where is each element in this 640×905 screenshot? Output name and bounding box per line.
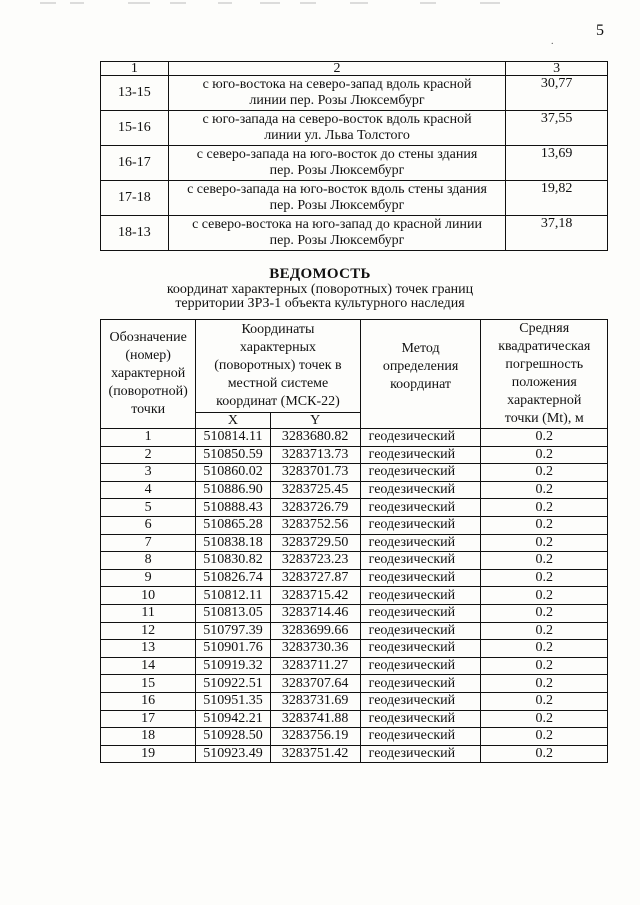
segment-description-line2: пер. Розы Люксембург	[269, 163, 405, 178]
method: геодезический	[360, 710, 481, 728]
point-number: 13	[101, 640, 196, 658]
table2-row	[101, 569, 608, 587]
coord-y: 3283707.64	[270, 675, 360, 693]
error-value: 0.2	[481, 534, 608, 552]
error-value: 0.2	[481, 728, 608, 746]
x-header: X	[196, 412, 270, 428]
point-number: 18	[101, 728, 196, 746]
method: геодезический	[360, 429, 481, 447]
document-subtitle-line1: координат характерных (поворотных) точек границ	[166, 282, 474, 297]
segment-length: 37,55	[506, 111, 608, 146]
error-value: 0.2	[481, 692, 608, 710]
coord-x: 510888.43	[196, 499, 270, 517]
segment-description	[168, 146, 506, 181]
coord-x: 510814.11	[196, 429, 270, 447]
error-value: 0.2	[481, 569, 608, 587]
coord-x: 510886.90	[196, 481, 270, 499]
coord-y: 3283727.87	[270, 569, 360, 587]
coord-y: 3283752.56	[270, 516, 360, 534]
coord-y: 3283731.69	[270, 692, 360, 710]
method: геодезический	[360, 534, 481, 552]
coord-y: 3283726.79	[270, 499, 360, 517]
segment-points: 18-13	[101, 216, 169, 251]
method: геодезический	[360, 516, 481, 534]
coord-x: 510838.18	[196, 534, 270, 552]
coord-y: 3283715.42	[270, 587, 360, 605]
table2-row	[101, 657, 608, 675]
error-value: 0.2	[481, 745, 608, 763]
coord-y: 3283756.19	[270, 728, 360, 746]
table1-row	[101, 146, 608, 181]
error-header: Средняя квадратическая погрешность положения характерной точки (Mt), м	[481, 320, 608, 429]
error-value: 0.2	[481, 710, 608, 728]
page-number: 5	[596, 22, 604, 39]
method: геодезический	[360, 499, 481, 517]
table1-row	[101, 181, 608, 216]
point-number: 3	[101, 464, 196, 482]
segment-description-line2: пер. Розы Люксембург	[269, 198, 405, 213]
point-number: 7	[101, 534, 196, 552]
coordinates-table	[100, 319, 608, 763]
table2-row	[101, 552, 608, 570]
coord-x: 510901.76	[196, 640, 270, 658]
coord-x: 510922.51	[196, 675, 270, 693]
coord-x: 510797.39	[196, 622, 270, 640]
segment-description	[168, 216, 506, 251]
point-number: 2	[101, 446, 196, 464]
coord-y: 3283723.23	[270, 552, 360, 570]
error-value: 0.2	[481, 464, 608, 482]
error-value: 0.2	[481, 622, 608, 640]
error-value: 0.2	[481, 552, 608, 570]
table1-row	[101, 216, 608, 251]
table2-row	[101, 446, 608, 464]
table2-row	[101, 692, 608, 710]
segment-length: 19,82	[506, 181, 608, 216]
segment-description-line2: линии ул. Льва Толстого	[264, 128, 410, 143]
coord-y: 3283714.46	[270, 604, 360, 622]
method: геодезический	[360, 569, 481, 587]
coord-y: 3283699.66	[270, 622, 360, 640]
coord-x: 510951.35	[196, 692, 270, 710]
table2-row	[101, 675, 608, 693]
segment-points: 17-18	[101, 181, 169, 216]
segment-points: 15-16	[101, 111, 169, 146]
document-subtitle-line2: территории ЗРЗ-1 объекта культурного наследия	[175, 296, 465, 311]
point-number: 19	[101, 745, 196, 763]
point-number: 8	[101, 552, 196, 570]
designation-header: Обозначение (номер) характерной (поворотной) точки	[101, 320, 196, 429]
table2-row	[101, 516, 608, 534]
point-number: 12	[101, 622, 196, 640]
coord-x: 510923.49	[196, 745, 270, 763]
segment-points: 16-17	[101, 146, 169, 181]
scan-dash-marks	[0, 0, 640, 10]
table2-row	[101, 604, 608, 622]
segment-description	[168, 181, 506, 216]
table1-row	[101, 111, 608, 146]
table2-row	[101, 710, 608, 728]
error-value: 0.2	[481, 587, 608, 605]
table2-row	[101, 728, 608, 746]
point-number: 10	[101, 587, 196, 605]
segment-points: 13-15	[101, 76, 169, 111]
method: геодезический	[360, 657, 481, 675]
table2-row	[101, 640, 608, 658]
point-number: 1	[101, 429, 196, 447]
document-title: ВЕДОМОСТЬ	[269, 266, 371, 282]
coord-x: 510942.21	[196, 710, 270, 728]
method: геодезический	[360, 675, 481, 693]
point-number: 4	[101, 481, 196, 499]
coord-y: 3283730.36	[270, 640, 360, 658]
coord-x: 510928.50	[196, 728, 270, 746]
point-number: 11	[101, 604, 196, 622]
method-header: Метод определения координат	[360, 320, 481, 429]
point-number: 5	[101, 499, 196, 517]
coord-x: 510850.59	[196, 446, 270, 464]
coord-y: 3283741.88	[270, 710, 360, 728]
method: геодезический	[360, 604, 481, 622]
table2-row	[101, 499, 608, 517]
coord-x: 510812.11	[196, 587, 270, 605]
coordinates-header: Координаты характерных (поворотных) точек в местной системе координат (МСК-22)	[196, 320, 360, 413]
error-value: 0.2	[481, 604, 608, 622]
method: геодезический	[360, 745, 481, 763]
table2-row	[101, 429, 608, 447]
table2-row	[101, 622, 608, 640]
coord-x: 510813.05	[196, 604, 270, 622]
method: геодезический	[360, 692, 481, 710]
segment-description-line1: с северо-востока на юго-запад до красной линии	[192, 217, 482, 232]
coord-x: 510830.82	[196, 552, 270, 570]
table1-header-col1: 1	[101, 62, 169, 76]
coord-y: 3283713.73	[270, 446, 360, 464]
coord-x: 510865.28	[196, 516, 270, 534]
method: геодезический	[360, 464, 481, 482]
boundary-segments-table	[100, 61, 608, 251]
point-number: 16	[101, 692, 196, 710]
table1-header-col3: 3	[506, 62, 608, 76]
point-number: 9	[101, 569, 196, 587]
table2-header-row	[101, 320, 608, 413]
segment-description-line1: с северо-запада на юго-восток до стены здания	[196, 147, 478, 162]
coord-y: 3283751.42	[270, 745, 360, 763]
table1-header-col2: 2	[168, 62, 506, 76]
table2-row	[101, 464, 608, 482]
segment-description	[168, 76, 506, 111]
point-number: 6	[101, 516, 196, 534]
method: геодезический	[360, 640, 481, 658]
error-value: 0.2	[481, 675, 608, 693]
error-value: 0.2	[481, 446, 608, 464]
method: геодезический	[360, 622, 481, 640]
coord-y: 3283725.45	[270, 481, 360, 499]
method: геодезический	[360, 552, 481, 570]
error-value: 0.2	[481, 516, 608, 534]
error-value: 0.2	[481, 640, 608, 658]
error-value: 0.2	[481, 657, 608, 675]
table1-header-row	[101, 62, 608, 76]
table2-row	[101, 745, 608, 763]
table2-row	[101, 534, 608, 552]
segment-description-line1: с юго-востока на северо-запад вдоль красной	[202, 77, 472, 92]
coord-x: 510826.74	[196, 569, 270, 587]
table2-row	[101, 481, 608, 499]
segment-description-line1: с северо-запада на юго-восток вдоль стены здания	[187, 182, 487, 197]
point-number: 15	[101, 675, 196, 693]
segment-description-line1: с юго-запада на северо-восток вдоль красной	[202, 112, 472, 127]
error-value: 0.2	[481, 499, 608, 517]
method: геодезический	[360, 481, 481, 499]
coord-y: 3283680.82	[270, 429, 360, 447]
table2-row	[101, 587, 608, 605]
coord-x: 510860.02	[196, 464, 270, 482]
point-number: 17	[101, 710, 196, 728]
segment-description-line2: пер. Розы Люксембург	[269, 233, 405, 248]
scan-mark: .	[551, 36, 554, 47]
segment-length: 37,18	[506, 216, 608, 251]
coord-y: 3283711.27	[270, 657, 360, 675]
error-value: 0.2	[481, 429, 608, 447]
method: геодезический	[360, 728, 481, 746]
method: геодезический	[360, 446, 481, 464]
y-header: Y	[270, 412, 360, 428]
coord-x: 510919.32	[196, 657, 270, 675]
point-number: 14	[101, 657, 196, 675]
coord-y: 3283701.73	[270, 464, 360, 482]
segment-description-line2: линии пер. Розы Люксембург	[249, 93, 425, 108]
error-value: 0.2	[481, 481, 608, 499]
table1-row	[101, 76, 608, 111]
segment-description	[168, 111, 506, 146]
segment-length: 30,77	[506, 76, 608, 111]
coord-y: 3283729.50	[270, 534, 360, 552]
segment-length: 13,69	[506, 146, 608, 181]
method: геодезический	[360, 587, 481, 605]
